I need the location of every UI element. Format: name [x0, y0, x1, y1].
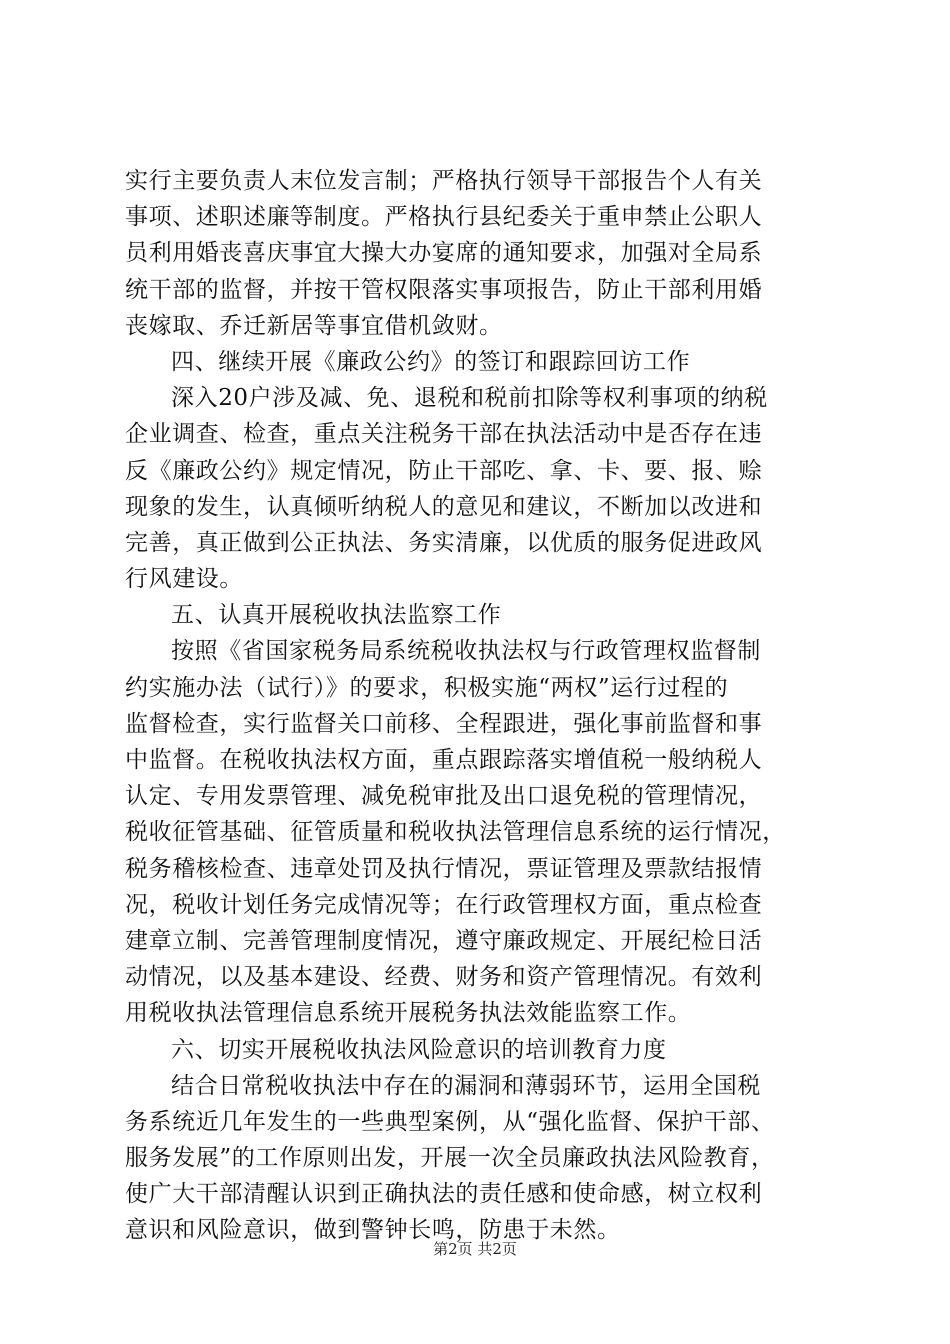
- text-line: 监督检查，实行监督关口前移、全程跟进，强化事前监督和事: [125, 710, 763, 737]
- text-line: 实行主要负责人末位发言制；严格执行领导干部报告个人有关: [125, 168, 763, 194]
- text-line: 况，税收计划任务完成情况等；在行政管理权方面，重点检查: [125, 891, 763, 918]
- text-line: 服务发展”的工作原则出发，开展一次全员廉政执法风险教育，: [125, 1145, 775, 1172]
- text-line: 员利用婚丧喜庆事宜大操大办宴席的通知要求，加强对全局系: [125, 240, 763, 267]
- text-line: 完善，真正做到公正执法、务实清廉，以优质的服务促进政风: [125, 529, 763, 556]
- text-line: 中监督。在税收执法权方面，重点跟踪落实增值税一般纳税人: [125, 747, 763, 773]
- text-line: 动情况，以及基本建设、经费、财务和资产管理情况。有效利: [125, 964, 763, 991]
- text-line: 税务稽核检查、违章处罚及执行情况，票证管理及票款结报情: [125, 855, 763, 882]
- text-line: 认定、专用发票管理、减免税审批及出口退免税的管理情况，: [125, 783, 763, 810]
- text-line: 税收征管基础、征管质量和税收执法管理信息系统的运行情况，: [125, 819, 786, 846]
- text-line: 统干部的监督，并按干管权限落实事项报告，防止干部利用婚: [125, 276, 763, 303]
- text-line: 现象的发生，认真倾听纳税人的意见和建议，不断加以改进和: [125, 493, 763, 520]
- text-line: 按照《省国家税务局系统税收执法权与行政管理权监督制: [171, 638, 761, 665]
- text-line: 六、切实开展税收执法风险意识的培训教育力度: [171, 1036, 667, 1063]
- text-line: 事项、述职述廉等制度。严格执行县纪委关于重申禁止公职人: [125, 204, 763, 231]
- text-line: 建章立制、完善管理制度情况，遵守廉政规定、开展纪检日活: [125, 927, 763, 954]
- text-line: 深入20户涉及减、免、退税和税前扣除等权利事项的纳税: [171, 385, 768, 412]
- text-line: 丧嫁取、乔迁新居等事宜借机敛财。: [125, 312, 503, 339]
- text-line: 企业调查、检查，重点关注税务干部在执法活动中是否存在违: [125, 421, 763, 448]
- text-line: 反《廉政公约》规定情况，防止干部吃、拿、卡、要、报、赊: [125, 457, 763, 484]
- page-footer: 第2页 共2页: [433, 1240, 517, 1258]
- text-line: 行风建设。: [125, 566, 243, 593]
- text-line: 约实施办法（试行）》的要求，积极实施“两权”运行过程的: [125, 674, 729, 701]
- text-line: 务系统近几年发生的一些典型案例，从“强化监督、保护干部、: [125, 1108, 775, 1135]
- text-line: 用税收执法管理信息系统开展税务执法效能监察工作。: [125, 1000, 692, 1027]
- text-line: 意识和风险意识，做到警钟长鸣，防患于未然。: [125, 1217, 621, 1244]
- text-line: 四、继续开展《廉政公约》的签订和跟踪回访工作: [171, 348, 691, 375]
- text-line: 使广大干部清醒认识到正确执法的责任感和使命感，树立权利: [125, 1181, 763, 1208]
- document-body: [125, 163, 825, 1249]
- text-line: 结合日常税收执法中存在的漏洞和薄弱环节，运用全国税: [171, 1072, 761, 1099]
- text-line: 五、认真开展税收执法监察工作: [171, 602, 502, 629]
